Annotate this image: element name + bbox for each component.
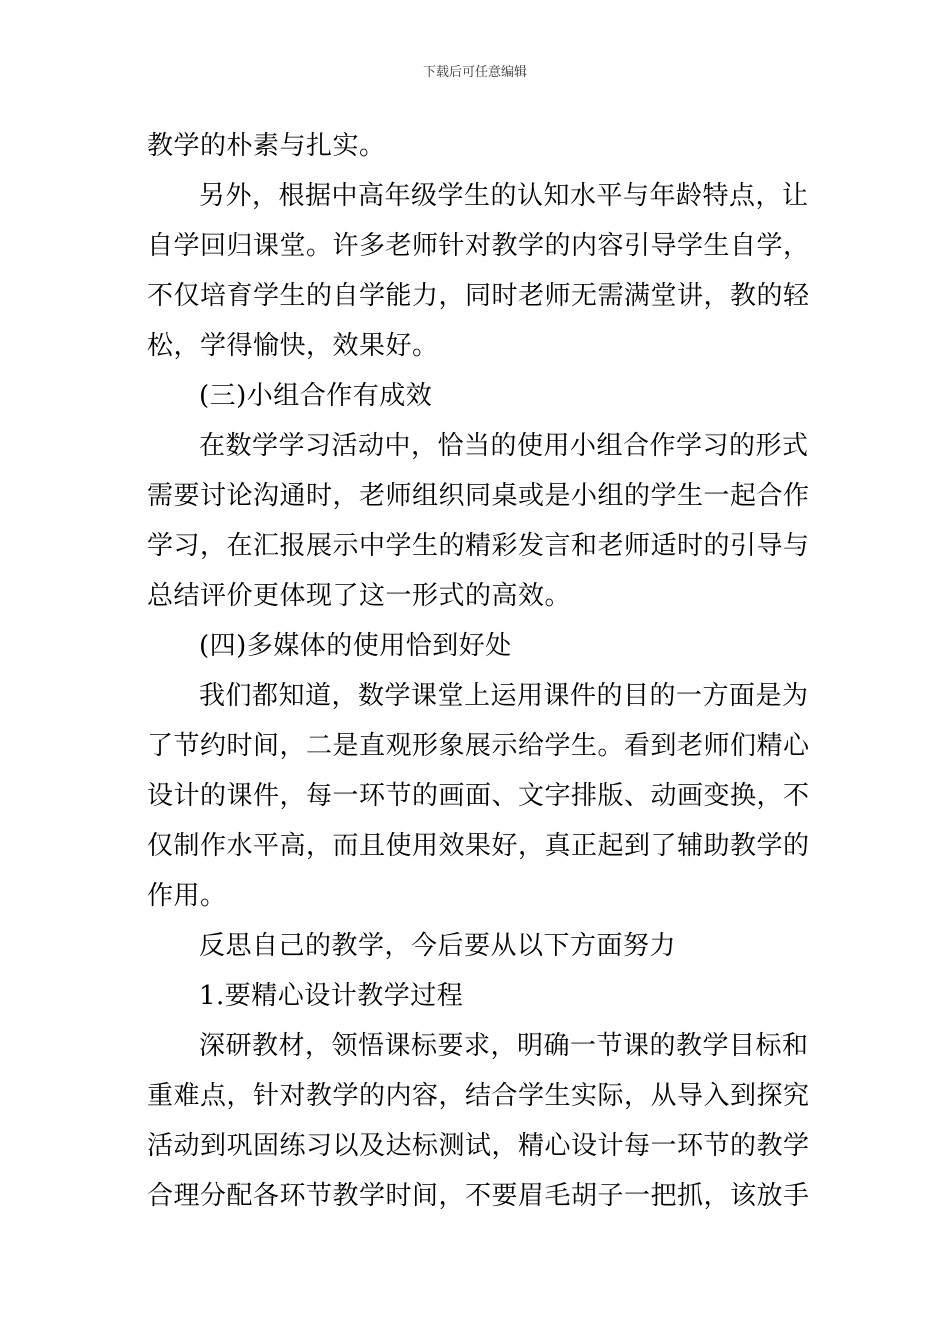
page-header: 下载后可任意编辑 [422,65,527,80]
text-line: 作用。 [147,881,227,911]
paragraph-line: 深研教材，领悟课标要求，明确一节课的教学目标和 [199,1031,809,1061]
text-line: 了节约时间，二是直观形象展示给学生。看到老师们精心 [147,731,810,761]
section-heading: (三)小组合作有成效 [199,381,433,411]
text-line: 松，学得愉快，效果好。 [147,331,439,361]
document-body [147,121,812,1221]
paragraph-line: 我们都知道，数学课堂上运用课件的目的一方面是为 [199,681,809,711]
text-line: 需要讨论沟通时，老师组织同桌或是小组的学生一起合作 [147,481,810,511]
paragraph-line: 另外，根据中高年级学生的认知水平与年龄特点，让 [199,181,809,211]
section-heading: (四)多媒体的使用恰到好处 [199,631,512,661]
paragraph-line: 反思自己的教学，今后要从以下方面努力 [199,931,677,961]
text-line: 总结评价更体现了这一形式的高效。 [147,581,572,611]
text-line: 教学的朴素与扎实。 [147,131,386,161]
section-heading: 1.要精心设计教学过程 [199,981,464,1011]
text-line: 不仅培育学生的自学能力，同时老师无需满堂讲，教的轻 [147,281,810,311]
text-line: 仅制作水平高，而且使用效果好，真正起到了辅助教学的 [147,831,810,861]
text-line: 自学回归课堂。许多老师针对教学的内容引导学生自学， [147,231,810,261]
text-line: 重难点，针对教学的内容，结合学生实际，从导入到探究 [147,1081,810,1111]
text-line: 设计的课件，每一环节的画面、文字排版、动画变换，不 [147,781,810,811]
text-line: 活动到巩固练习以及达标测试，精心设计每一环节的教学 [147,1131,810,1161]
text-line: 学习，在汇报展示中学生的精彩发言和老师适时的引导与 [147,531,810,561]
paragraph-line: 在数学学习活动中，恰当的使用小组合作学习的形式 [199,431,809,461]
text-line: 合理分配各环节教学时间，不要眉毛胡子一把抓，该放手 [147,1181,810,1211]
